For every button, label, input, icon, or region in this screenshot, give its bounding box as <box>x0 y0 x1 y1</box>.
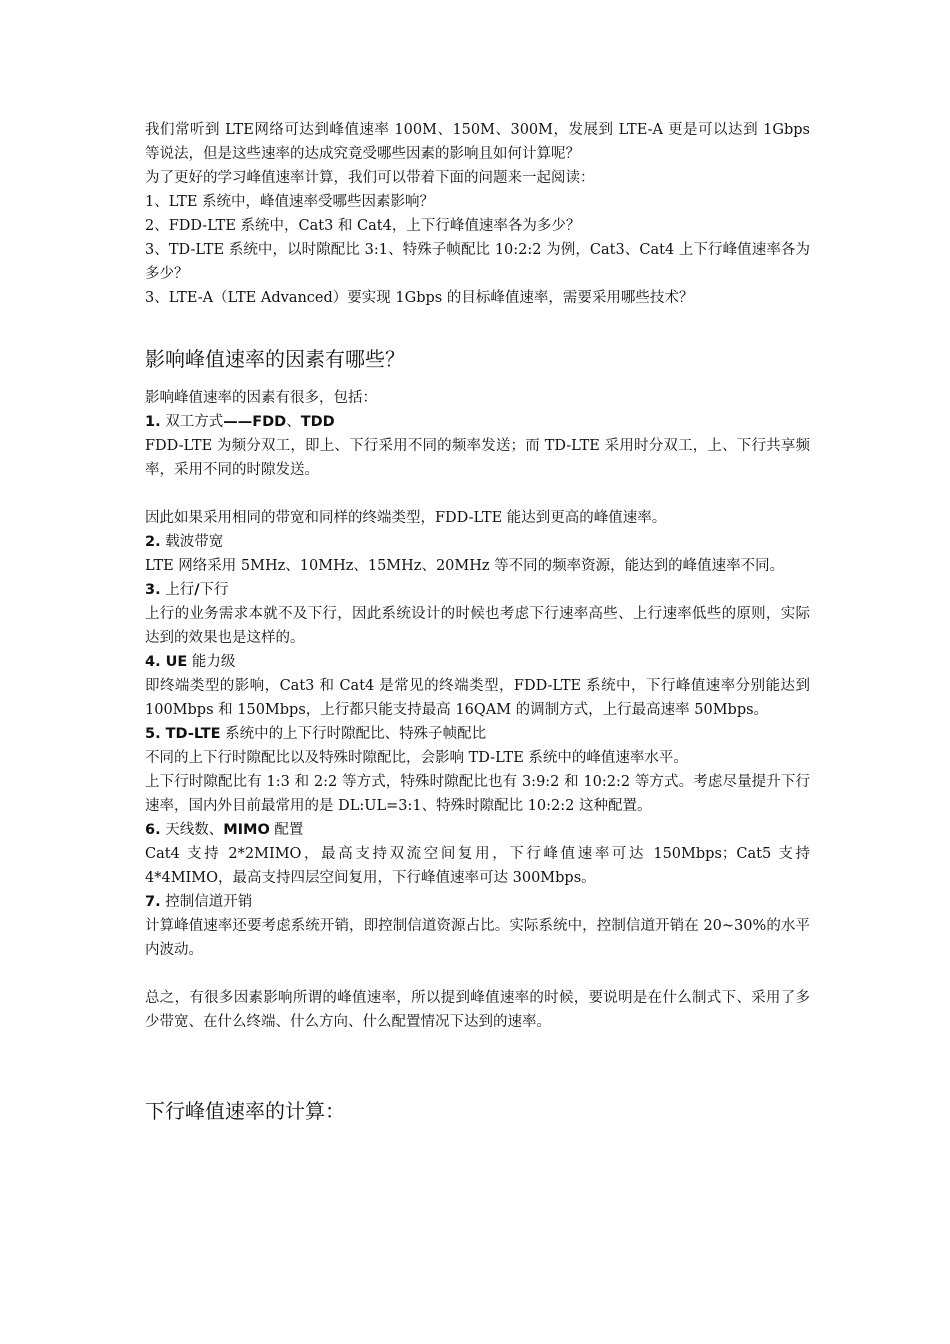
question-4: 3、LTE-A（LTE Advanced）要实现 1Gbps 的目标峰值速率，需要采用哪些技术？ <box>145 290 694 306</box>
question-2: 2、FDD-LTE 系统中，Cat3 和 Cat4，上下行峰值速率各为多少？ <box>145 218 581 234</box>
section-3-title-b: / <box>194 582 200 598</box>
section-2-number: 2. <box>145 534 161 550</box>
section-5-title <box>145 722 810 746</box>
section-1-title-c: 、 <box>286 414 301 430</box>
section-1-title <box>145 410 810 434</box>
section-5-body-2: 上下行时隙配比有 1:3 和 2:2 等方式，特殊时隙配比也有 3:9:2 和 10:2:2 等方式。考虑尽量提升下行速率，国内外目前最常用的是 DL:UL=3:1、特殊时隙配比 10:2:2 这种配置。 <box>145 774 810 814</box>
section-7-title-text: 控制信道开销 <box>160 894 253 910</box>
intro-reading-guide: 为了更好的学习峰值速率计算，我们可以带着下面的问题来一起阅读： <box>145 170 595 186</box>
question-1: 1、LTE 系统中，峰值速率受哪些因素影响？ <box>145 194 435 210</box>
summary-paragraph: 总之，有很多因素影响所谓的峰值速率，所以提到峰值速率的时候，要说明是在什么制式下、采用了多少带宽、在什么终端、什么方向、什么配置情况下达到的速率。 <box>145 990 810 1030</box>
factors-lead: 影响峰值速率的因素有很多，包括： <box>145 390 377 406</box>
section-1-conclusion: 因此如果采用相同的带宽和同样的终端类型，FDD-LTE 能达到更高的峰值速率。 <box>145 510 667 526</box>
section-2-body: LTE 网络采用 5MHz、10MHz、15MHz、20MHz 等不同的频率资源，能达到的峰值速率不同。 <box>145 558 785 574</box>
section-1-number: 1. <box>145 414 161 430</box>
blank-line <box>145 482 810 506</box>
section-5-body-1: 不同的上下行时隙配比以及特殊时隙配比，会影响 TD-LTE 系统中的峰值速率水平。 <box>145 750 688 766</box>
section-6-title-a: 天线数、 <box>160 822 224 838</box>
section-3-title-a: 上行 <box>160 582 195 598</box>
section-2-title-text: 载波带宽 <box>160 534 224 550</box>
document-page <box>145 118 810 1126</box>
section-6-title-b: MIMO <box>223 822 270 838</box>
blank-line <box>145 962 810 986</box>
section-7-title <box>145 890 810 914</box>
factors-heading: 影响峰值速率的因素有哪些？ <box>145 347 405 371</box>
section-3-title <box>145 578 810 602</box>
section-4-body: 即终端类型的影响，Cat3 和 Cat4 是常见的终端类型，FDD-LTE 系统中，下行峰值速率分别能达到 100Mbps 和 150Mbps，上行都只能支持最高 16QAM 的调制方式，上行最高速率 50Mbps。 <box>145 678 810 718</box>
section-6-title <box>145 818 810 842</box>
question-3: 3、TD-LTE 系统中，以时隙配比 3:1、特殊子帧配比 10:2:2 为例，Cat3、Cat4 上下行峰值速率各为多少？ <box>145 242 810 282</box>
section-7-number: 7. <box>145 894 161 910</box>
section-5-number: 5. TD-LTE <box>145 726 221 742</box>
section-3-body: 上行的业务需求本就不及下行，因此系统设计的时候也考虑下行速率高些、上行速率低些的原则，实际达到的效果也是这样的。 <box>145 606 810 646</box>
section-1-title-b: ——FDD <box>223 414 287 430</box>
section-1-title-d: TDD <box>300 414 335 430</box>
intro-paragraph: 我们常听到 LTE网络可达到峰值速率 100M、150M、300M，发展到 LTE-A 更是可以达到 1Gbps 等说法，但是这些速率的达成究竟受哪些因素的影响且如何计算呢？ <box>145 122 810 162</box>
section-1-title-a: 双工方式 <box>160 414 224 430</box>
section-6-body: Cat4 支持 2*2MIMO，最高支持双流空间复用，下行峰值速率可达 150Mbps；Cat5 支持 4*4MIMO，最高支持四层空间复用，下行峰值速率可达 300Mbps。 <box>145 846 810 886</box>
section-3-title-c: 下行 <box>199 582 229 598</box>
section-4-title-text: 能力级 <box>187 654 236 670</box>
section-4-title <box>145 650 810 674</box>
section-1-body: FDD-LTE 为频分双工，即上、下行采用不同的频率发送；而 TD-LTE 采用时分双工，上、下行共享频率，采用不同的时隙发送。 <box>145 438 810 478</box>
section-6-title-c: 配置 <box>269 822 304 838</box>
downlink-heading: 下行峰值速率的计算： <box>145 1099 345 1123</box>
section-6-number: 6. <box>145 822 161 838</box>
section-2-title <box>145 530 810 554</box>
section-7-body: 计算峰值速率还要考虑系统开销，即控制信道资源占比。实际系统中，控制信道开销在 20~30%的水平内波动。 <box>145 918 810 958</box>
section-3-number: 3. <box>145 582 161 598</box>
section-5-title-text: 系统中的上下行时隙配比、特殊子帧配比 <box>220 726 487 742</box>
section-4-number: 4. UE <box>145 654 188 670</box>
